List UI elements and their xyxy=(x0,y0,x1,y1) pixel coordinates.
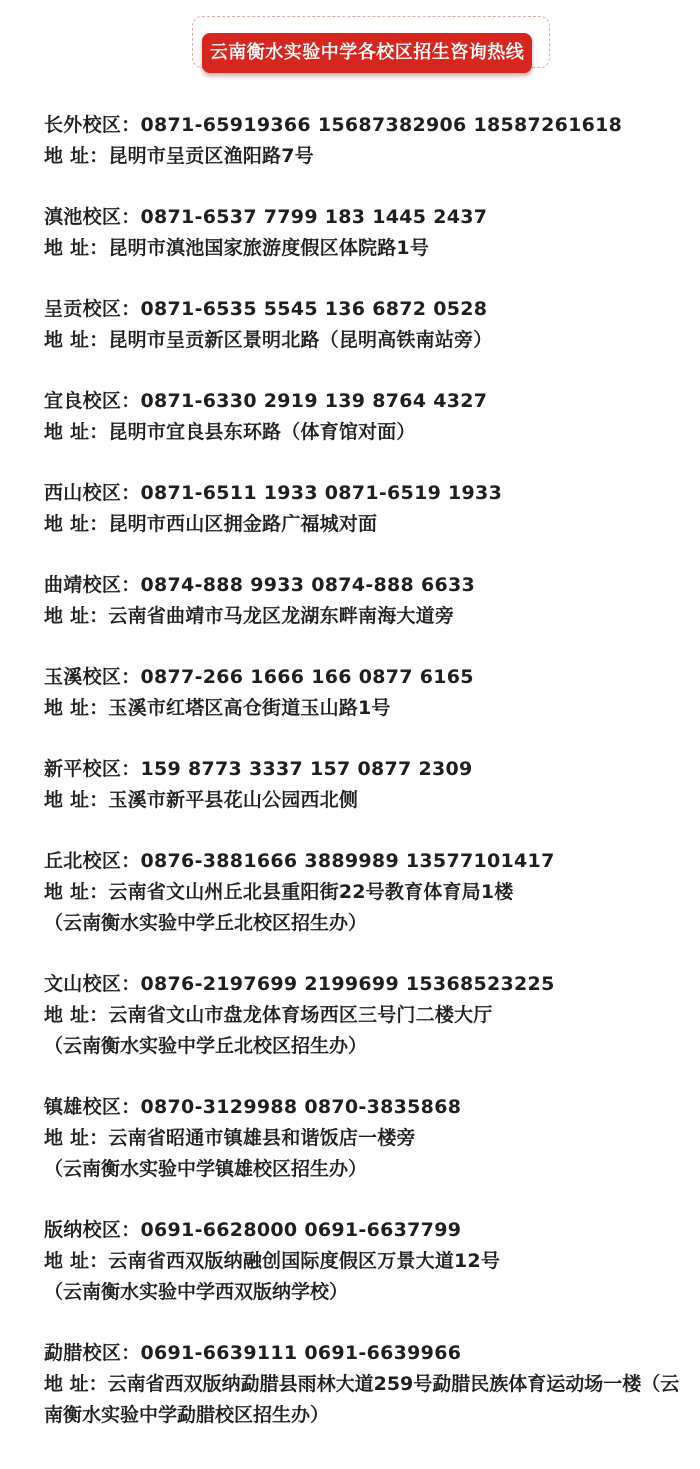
campus-address-line: 地 址：云南省西双版纳融创国际度假区万景大道12号 xyxy=(44,1250,501,1272)
campus-yuxi xyxy=(44,662,684,724)
campus-qujing xyxy=(44,570,684,632)
campus-phone-line: 曲靖校区：0874-888 9933 0874-888 6633 xyxy=(44,574,476,596)
campus-yiliang xyxy=(44,386,684,448)
campus-list xyxy=(44,110,684,1461)
campus-note-line: （云南衡水实验中学镇雄校区招生办） xyxy=(44,1158,368,1180)
banner-title: 云南衡水实验中学各校区招生咨询热线 xyxy=(202,33,532,73)
campus-banna xyxy=(44,1215,684,1308)
campus-phone-line: 长外校区：0871-65919366 15687382906 18587261618 xyxy=(44,114,623,136)
campus-phone-line: 呈贡校区：0871-6535 5545 136 6872 0528 xyxy=(44,298,488,320)
title-banner xyxy=(192,16,552,74)
campus-phone-line: 文山校区：0876-2197699 2199699 15368523225 xyxy=(44,973,555,995)
campus-address-line: 地 址：云南省昭通市镇雄县和谐饭店一楼旁 xyxy=(44,1127,416,1149)
campus-xinping xyxy=(44,754,684,816)
campus-address-line: 地 址：昆明市滇池国家旅游度假区体院路1号 xyxy=(44,237,430,259)
campus-phone-line: 滇池校区：0871-6537 7799 183 1445 2437 xyxy=(44,206,488,228)
campus-address-line: 地 址：云南省文山市盘龙体育场西区三号门二楼大厅 xyxy=(44,1004,493,1026)
campus-note-line: （云南衡水实验中学丘北校区招生办） xyxy=(44,1035,368,1057)
campus-address-line: 地 址：云南省文山州丘北县重阳街22号教育体育局1楼 xyxy=(44,881,514,903)
campus-phone-line: 玉溪校区：0877-266 1666 166 0877 6165 xyxy=(44,666,474,688)
campus-address-line: 地 址：云南省西双版纳勐腊县雨林大道259号勐腊民族体育运动场一楼（云南衡水实验中学勐腊校区招生办） xyxy=(44,1373,680,1426)
campus-address-line: 地 址：昆明市西山区拥金路广福城对面 xyxy=(44,513,378,535)
campus-mengla xyxy=(44,1338,684,1431)
campus-note-line: （云南衡水实验中学西双版纳学校） xyxy=(44,1281,349,1303)
campus-zhenxiong xyxy=(44,1092,684,1185)
campus-changwai xyxy=(44,110,684,172)
campus-note-line: （云南衡水实验中学丘北校区招生办） xyxy=(44,912,368,934)
campus-address-line: 地 址：昆明市宜良县东环路（体育馆对面） xyxy=(44,421,416,443)
campus-xishan xyxy=(44,478,684,540)
campus-phone-line: 西山校区：0871-6511 1933 0871-6519 1933 xyxy=(44,482,503,504)
campus-address-line: 地 址：云南省曲靖市马龙区龙湖东畔南海大道旁 xyxy=(44,605,455,627)
campus-phone-line: 新平校区：159 8773 3337 157 0877 2309 xyxy=(44,758,473,780)
campus-chenggong xyxy=(44,294,684,356)
campus-phone-line: 镇雄校区：0870-3129988 0870-3835868 xyxy=(44,1096,462,1118)
campus-phone-line: 勐腊校区：0691-6639111 0691-6639966 xyxy=(44,1342,462,1364)
campus-wenshan xyxy=(44,969,684,1062)
campus-qiubei xyxy=(44,846,684,939)
campus-phone-line: 版纳校区：0691-6628000 0691-6637799 xyxy=(44,1219,462,1241)
campus-phone-line: 丘北校区：0876-3881666 3889989 13577101417 xyxy=(44,850,555,872)
campus-dianchi xyxy=(44,202,684,264)
campus-address-line: 地 址：昆明市呈贡新区景明北路（昆明高铁南站旁） xyxy=(44,329,493,351)
campus-address-line: 地 址：昆明市呈贡区渔阳路7号 xyxy=(44,145,314,167)
campus-address-line: 地 址：玉溪市新平县花山公园西北侧 xyxy=(44,789,359,811)
campus-address-line: 地 址：玉溪市红塔区高仓街道玉山路1号 xyxy=(44,697,391,719)
campus-phone-line: 宜良校区：0871-6330 2919 139 8764 4327 xyxy=(44,390,488,412)
